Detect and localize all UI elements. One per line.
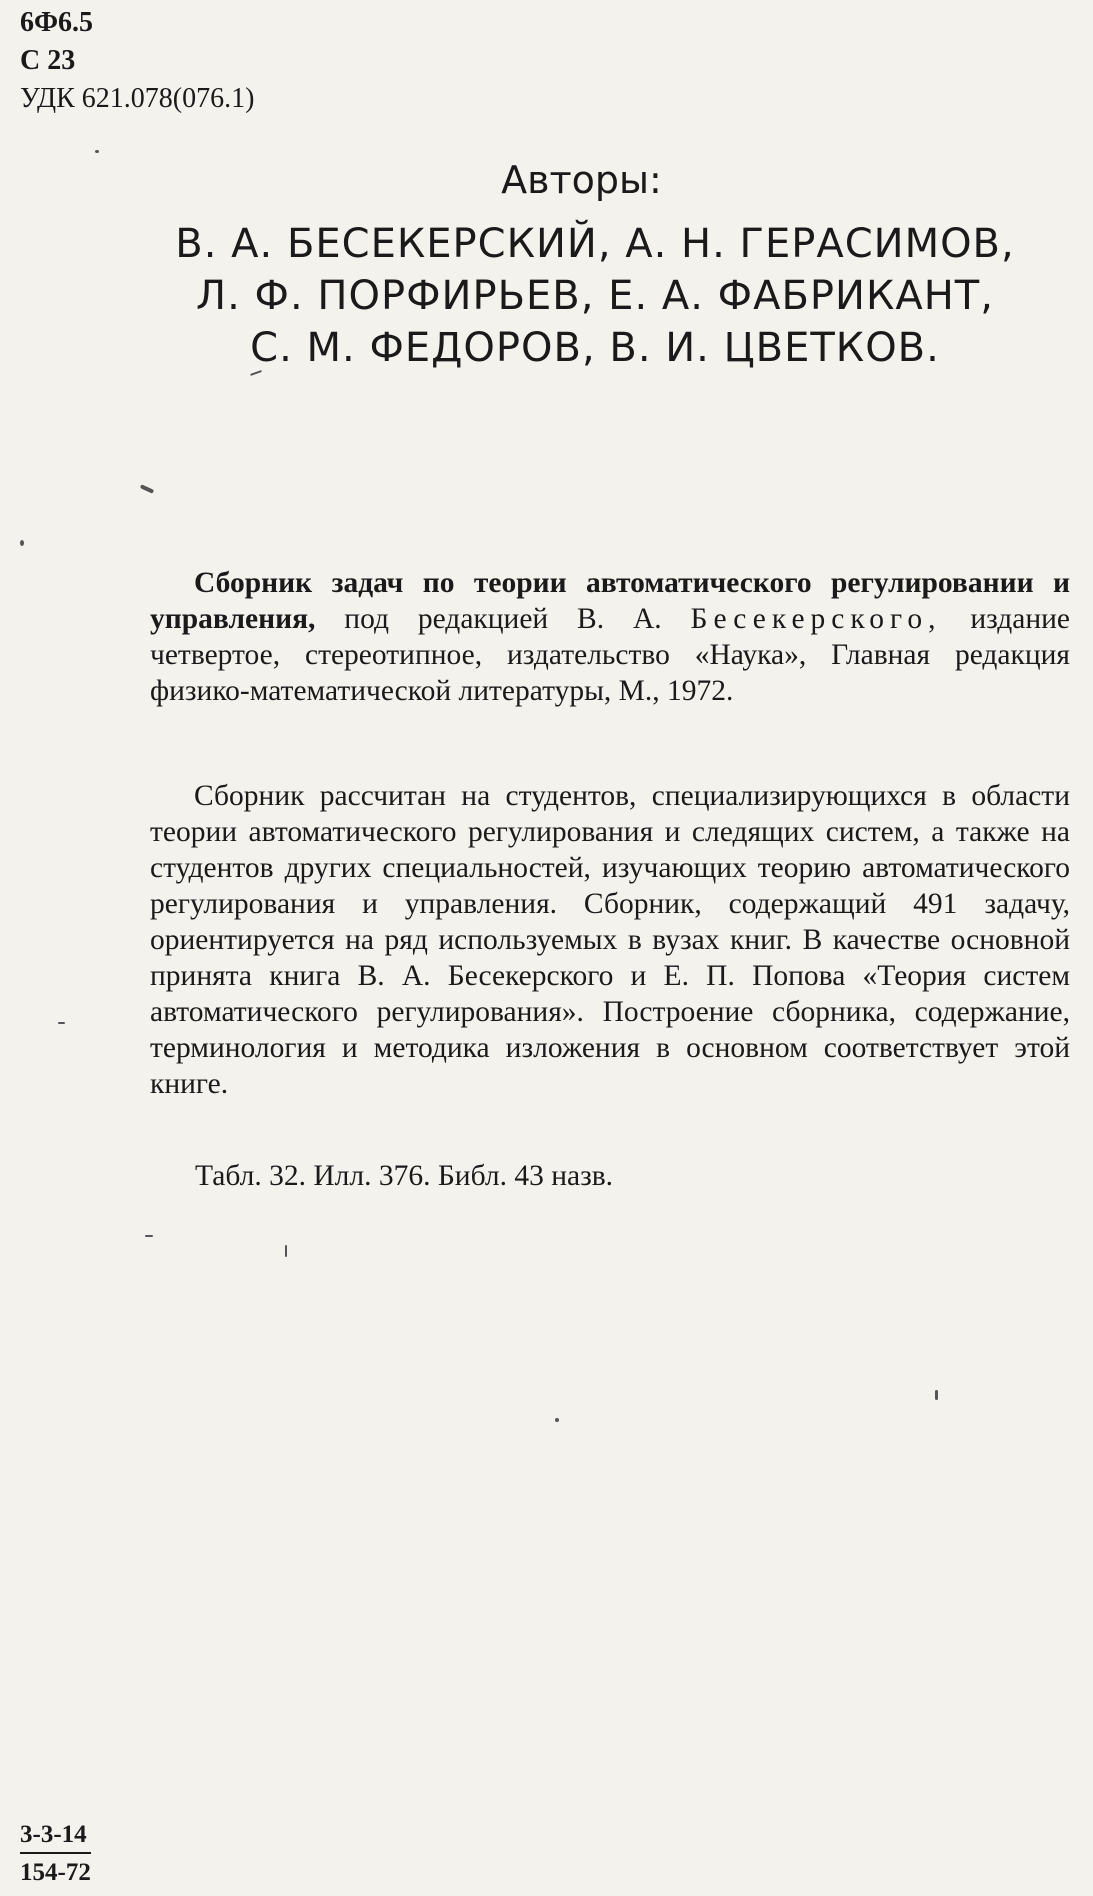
authors-heading: Авторы: — [501, 158, 662, 202]
library-codes — [20, 4, 254, 118]
scan-speck — [140, 484, 154, 494]
authors-line: С. М. ФЕДОРОВ, В. И. ЦВЕТКОВ. — [250, 325, 940, 371]
scan-speck — [285, 1245, 287, 1257]
editor-name: Бесекерского, — [690, 603, 942, 635]
editor-prefix: под редакцией В. А. — [344, 603, 662, 635]
abstract-text: Сборник рассчитан на студентов, специализирующихся в области теории автоматического регулирования и следящих систем, а также на студентов других специальностей, изучающих теорию автоматического регулирования и управления. Сборник, содержащий 491 задачу, ориентируется на ряд используемых в вузах книг. В качестве основной принята книга В. А. Бесекерского и Е. П. Попова «Теория систем автоматического регулирования». Построение сборника, содержание, терминология и методика изложения в основном соответствует этой книге. — [150, 780, 1070, 1100]
bbk-code: 6Ф6.5 — [20, 7, 94, 38]
bibliographic-description — [150, 565, 1070, 709]
authors-list — [130, 218, 1060, 374]
book-statistics: Табл. 32. Илл. 376. Библ. 43 назв. — [195, 1160, 614, 1192]
authors-line: Л. Ф. ПОРФИРЬЕВ, Е. А. ФАБРИКАНТ, — [196, 273, 994, 319]
scan-speck — [145, 1235, 153, 1237]
scan-speck — [555, 1418, 559, 1422]
publication-details: издание четвертое, стереотипное, издательство «Наука», Главная редакция физико-математической литературы, М., 1972. — [150, 603, 1071, 707]
abstract-paragraph — [150, 778, 1070, 1102]
udk-code: УДК 621.078(076.1) — [20, 83, 255, 114]
scan-speck — [935, 1390, 938, 1400]
catalog-number-top: 3-3-14 — [20, 1821, 87, 1848]
authors-line: В. А. БЕСЕКЕРСКИЙ, А. Н. ГЕРАСИМОВ, — [175, 221, 1015, 267]
scan-speck — [58, 1022, 65, 1024]
scan-speck — [95, 150, 99, 153]
book-title: Сборник задач по теории автоматического регулировании и управления, — [150, 567, 1070, 635]
author-sign: С 23 — [20, 45, 76, 76]
scan-speck — [20, 540, 24, 546]
catalog-number-bottom: 154-72 — [20, 1852, 91, 1890]
catalog-number — [20, 1818, 91, 1890]
